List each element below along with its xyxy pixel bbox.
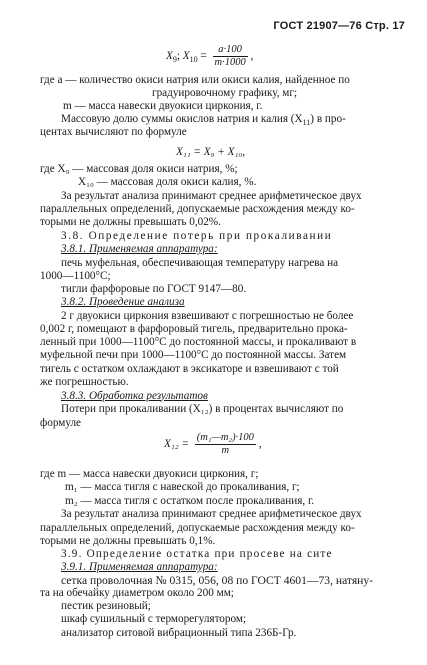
text-line: торыми не должны превышать 0,02%. — [40, 216, 221, 229]
formula-x12 — [164, 432, 262, 457]
text-line: За результат анализа принимают среднее арифметическое двух — [61, 507, 362, 520]
text-line: ленный при 1000—1100°С до постоянной массы, и прокаливают в — [40, 336, 357, 349]
text-line: 2 г двуокиси циркония взвешивают с погрешностью не более — [61, 310, 354, 322]
subheading-3-8-2: 3.8.2. Проведение анализа — [61, 296, 185, 308]
text-line: За результат анализа принимают среднее арифметическое двух — [61, 190, 362, 203]
text-line: муфельной печи при 1000—1100°С до постоянной массы. Затем — [40, 349, 347, 362]
text-line: где a — количество окиси натрия или окиси калия, найденное по — [40, 73, 350, 86]
formula-x10-fraction — [213, 44, 248, 69]
text-fragment: Массовую долю суммы окислов натрия и калия (X — [61, 113, 303, 126]
formula-x12-numerator: (m₁—m₂)·100 — [196, 432, 254, 444]
text-line: 0,002 г, помещают в фарфоровый тигель, предварительно прока- — [40, 323, 348, 336]
text-fragment: ) в про- — [310, 113, 346, 126]
text-line: где m — масса навески двуокиси циркония, г; — [40, 468, 259, 481]
text-line: 1000—1100°С; — [40, 269, 111, 282]
formula-x12-denominator: m — [221, 445, 230, 457]
formula-x11: X₁₁ = X₉ + X₁₀, — [176, 145, 246, 158]
subheading-3-8-1: 3.8.1. Применяемая аппаратура: — [61, 242, 218, 255]
text-line: пестик резиновый; — [61, 600, 151, 613]
formula-x12-lhs: X₁₂ = — [164, 438, 189, 451]
subheading-3-8-3: 3.8.3. Обработка результатов — [61, 389, 208, 402]
text-line: параллельных определений, допускаемые расхождения между ко- — [40, 521, 355, 534]
text-line: Потери при прокаливании (X₁₂) в процентах вычисляют по — [61, 402, 344, 415]
text-line: же погрешностью. — [40, 376, 129, 389]
text-line: печь муфельная, обеспечивающая температуру нагрева на — [61, 256, 339, 269]
formula-x9-symbol: X — [166, 50, 173, 63]
text-line: параллельных определений, допускаемые расхождения между ко- — [40, 203, 355, 216]
formula-x10-denominator: m·1000 — [214, 57, 246, 68]
text-line: торыми не должны превышать 0,1%. — [40, 534, 216, 547]
subscript: 11 — [302, 118, 311, 128]
formula-x10-tail: , — [250, 50, 254, 63]
formula-x10-numerator: a·100 — [213, 44, 248, 57]
formula-x9-sub: 9 — [172, 55, 177, 65]
text-line: та на обечайку диаметром около 200 мм; — [40, 587, 234, 600]
text-line: тигли фарфоровые по ГОСТ 9147—80. — [61, 282, 247, 295]
text-line: m₂ — масса тигля с остатком после прокаливания, г. — [65, 494, 315, 507]
formula-x12-tail: , — [258, 438, 262, 451]
text-line: m — масса навески двуокиси циркония, г. — [63, 100, 263, 113]
text-line: формуле — [40, 416, 81, 429]
section-heading-3-9: 3.9. Определение остатка при просеве на сите — [61, 547, 333, 560]
formula-separator: ; — [176, 50, 180, 63]
subheading-3-9-1: 3.9.1. Применяемая аппаратура: — [61, 560, 218, 573]
text-line: где X₉ — массовая доля окиси натрия, %; — [40, 163, 238, 176]
text-line: градуировочному графику, мг; — [152, 87, 298, 99]
text-line: сетка проволочная № 0315, 056, 08 по ГОСТ 4601—73, натяну- — [61, 574, 374, 588]
text-line: анализатор ситовой вибрационный типа 236Б-Гр. — [61, 626, 297, 639]
text-line: тигель с остатком охлаждают в эксикаторе и взвешивают с той — [40, 363, 339, 376]
formula-x10-sub: 10 — [189, 55, 198, 65]
text-line: X₁₀ — массовая доля окиси калия, %. — [78, 176, 257, 189]
formula-x10-symbol: X — [182, 50, 190, 63]
formula-x10-eq: = — [200, 50, 207, 63]
text-line: шкаф сушильный с терморегулятором; — [61, 613, 247, 626]
text-line: m₁ — масса тигля с навеской до прокаливания, г; — [65, 481, 300, 494]
text-line: центах вычисляют по формуле — [40, 126, 187, 139]
formula-x12-fraction — [195, 432, 256, 457]
page-header: ГОСТ 21907—76 Стр. 17 — [273, 20, 405, 32]
section-heading-3-8: 3.8. Определение потерь при прокаливании — [61, 229, 333, 242]
formula-x10 — [166, 44, 253, 69]
